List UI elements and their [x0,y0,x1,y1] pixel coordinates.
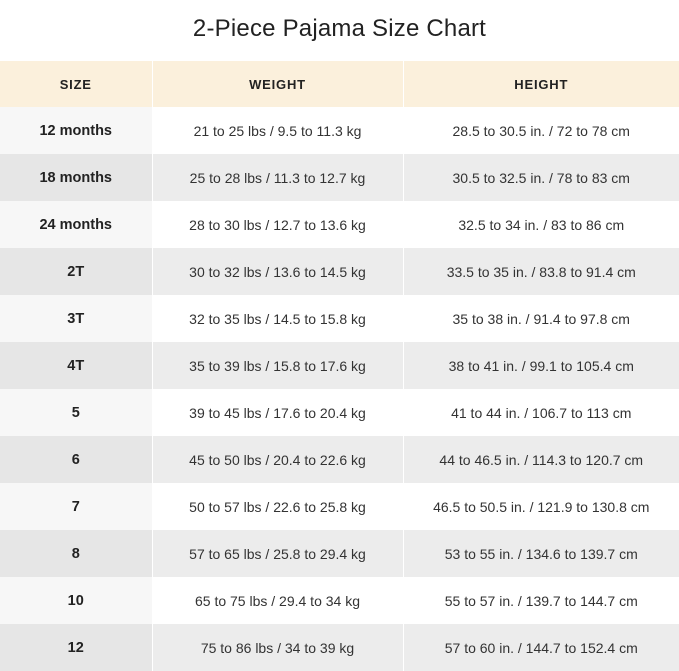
table-row [0,295,679,342]
cell-height: 33.5 to 35 in. / 83.8 to 91.4 cm [403,248,679,295]
table-row [0,107,679,154]
cell-size: 8 [0,530,152,577]
cell-size: 12 months [0,107,152,154]
table-row [0,389,679,436]
cell-weight: 21 to 25 lbs / 9.5 to 11.3 kg [152,107,403,154]
cell-weight: 25 to 28 lbs / 11.3 to 12.7 kg [152,154,403,201]
cell-size: 10 [0,577,152,624]
table-row [0,624,679,671]
table-row [0,436,679,483]
column-header-size: SIZE [0,61,152,107]
cell-weight: 30 to 32 lbs / 13.6 to 14.5 kg [152,248,403,295]
column-header-weight: WEIGHT [152,61,403,107]
cell-height: 35 to 38 in. / 91.4 to 97.8 cm [403,295,679,342]
cell-height: 41 to 44 in. / 106.7 to 113 cm [403,389,679,436]
page-title: 2-Piece Pajama Size Chart [192,15,487,42]
cell-size: 4T [0,342,152,389]
cell-size: 2T [0,248,152,295]
cell-weight: 65 to 75 lbs / 29.4 to 34 kg [152,577,403,624]
table-row [0,248,679,295]
column-header-height: HEIGHT [403,61,679,107]
table-row [0,530,679,577]
cell-size: 3T [0,295,152,342]
cell-height: 57 to 60 in. / 144.7 to 152.4 cm [403,624,679,671]
table-row [0,577,679,624]
cell-weight: 45 to 50 lbs / 20.4 to 22.6 kg [152,436,403,483]
table-row [0,201,679,248]
table-header-row [0,61,679,107]
cell-weight: 35 to 39 lbs / 15.8 to 17.6 kg [152,342,403,389]
table-row [0,154,679,201]
size-chart-table [0,61,679,671]
cell-weight: 50 to 57 lbs / 22.6 to 25.8 kg [152,483,403,530]
cell-height: 32.5 to 34 in. / 83 to 86 cm [403,201,679,248]
cell-size: 6 [0,436,152,483]
table-header [0,61,679,107]
cell-weight: 57 to 65 lbs / 25.8 to 29.4 kg [152,530,403,577]
cell-height: 55 to 57 in. / 139.7 to 144.7 cm [403,577,679,624]
cell-size: 12 [0,624,152,671]
cell-size: 18 months [0,154,152,201]
table-body [0,107,679,671]
cell-height: 38 to 41 in. / 99.1 to 105.4 cm [403,342,679,389]
cell-height: 46.5 to 50.5 in. / 121.9 to 130.8 cm [403,483,679,530]
cell-weight: 75 to 86 lbs / 34 to 39 kg [152,624,403,671]
cell-weight: 32 to 35 lbs / 14.5 to 15.8 kg [152,295,403,342]
cell-size: 7 [0,483,152,530]
cell-height: 30.5 to 32.5 in. / 78 to 83 cm [403,154,679,201]
cell-height: 28.5 to 30.5 in. / 72 to 78 cm [403,107,679,154]
cell-size: 24 months [0,201,152,248]
cell-weight: 28 to 30 lbs / 12.7 to 13.6 kg [152,201,403,248]
cell-height: 53 to 55 in. / 134.6 to 139.7 cm [403,530,679,577]
cell-height: 44 to 46.5 in. / 114.3 to 120.7 cm [403,436,679,483]
table-row [0,342,679,389]
cell-weight: 39 to 45 lbs / 17.6 to 20.4 kg [152,389,403,436]
cell-size: 5 [0,389,152,436]
table-row [0,483,679,530]
